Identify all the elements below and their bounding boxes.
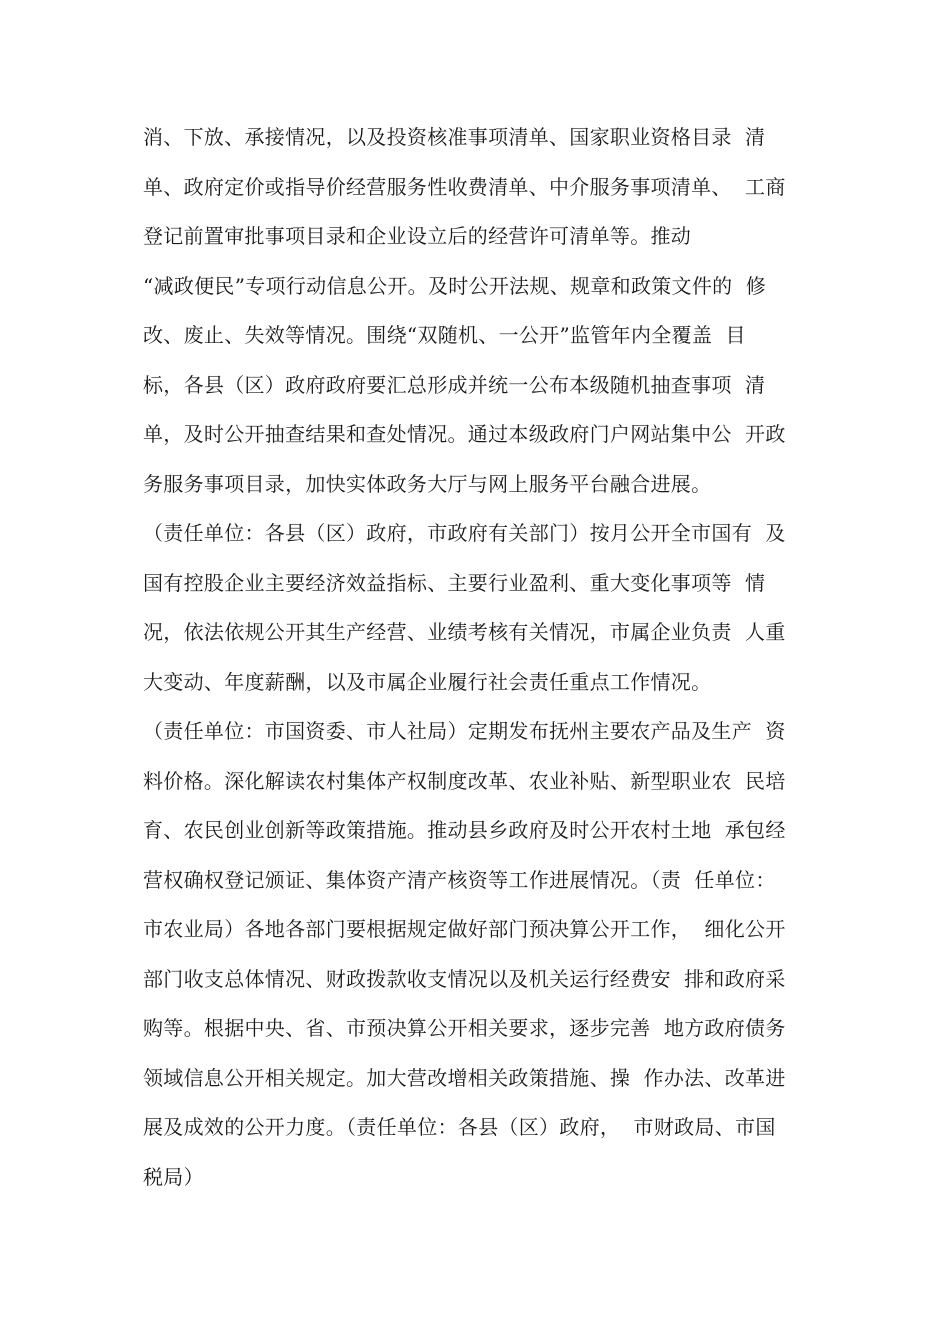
text-line: 市农业局）各地各部门要根据规定做好部门预决算公开工作， 细化公开 xyxy=(143,917,786,941)
text-line: 况，依法依规公开其生产经营、业绩考核有关情况，市属企业负责 人重 xyxy=(143,620,786,644)
text-line: 领域信息公开相关规定。加大营改增相关政策措施、操 作办法、改革进 xyxy=(143,1065,786,1090)
text-line: 国有控股企业主要经济效益指标、主要行业盈利、重大变化事项等 情 xyxy=(143,570,766,595)
text-line: 购等。根据中央、省、市预决算公开相关要求，逐步完善 地方政府债务 xyxy=(143,1016,786,1040)
text-line: “减政便民”专项行动信息公开。及时公开法规、规章和政策文件的 修 xyxy=(143,273,767,298)
text-line: （责任单位：各县（区）政府，市政府有关部门）按月公开全市国有 及 xyxy=(143,521,786,545)
text-line: 务服务事项目录，加快实体政务大厅与网上服务平台融合进展。 xyxy=(143,471,712,496)
text-line: 展及成效的公开力度。（责任单位：各县（区）政府， 市财政局、市国 xyxy=(143,1115,776,1139)
text-line: 消、下放、承接情况，以及投资核准事项清单、国家职业资格目录 清 xyxy=(143,125,766,149)
document-body xyxy=(143,113,833,1202)
text-line: 登记前置审批事项目录和企业设立后的经营许可清单等。推动 xyxy=(143,224,692,248)
text-line: 改、废止、失效等情况。围绕“双随机、一公开”监管年内全覆盖 目 xyxy=(143,323,746,347)
text-line: 税局） xyxy=(143,1164,204,1189)
text-line: 单，及时公开抽查结果和查处情况。通过本级政府门户网站集中公 开政 xyxy=(143,422,786,446)
text-line: 育、农民创业创新等政策措施。推动县乡政府及时公开农村土地 承包经 xyxy=(143,818,786,842)
text-line: 料价格。深化解读农村集体产权制度改革、农业补贴、新型职业农 民培 xyxy=(143,768,786,793)
text-line: （责任单位：市国资委、市人社局）定期发布抚州主要农产品及生产 资 xyxy=(143,719,786,743)
text-line: 营权确权登记颁证、集体资产清产核资等工作进展情况。（责 任单位： xyxy=(143,867,776,892)
text-line: 单、政府定价或指导价经营服务性收费清单、中介服务事项清单、 工商 xyxy=(143,174,786,199)
text-line: 标，各县（区）政府政府要汇总形成并统一公布本级随机抽查事项 清 xyxy=(143,372,766,397)
text-line: 大变动、年度薪酬，以及市属企业履行社会责任重点工作情况。 xyxy=(143,669,712,694)
text-line: 部门收支总体情况、财政拨款收支情况以及机关运行经费安 排和政府采 xyxy=(143,966,786,991)
